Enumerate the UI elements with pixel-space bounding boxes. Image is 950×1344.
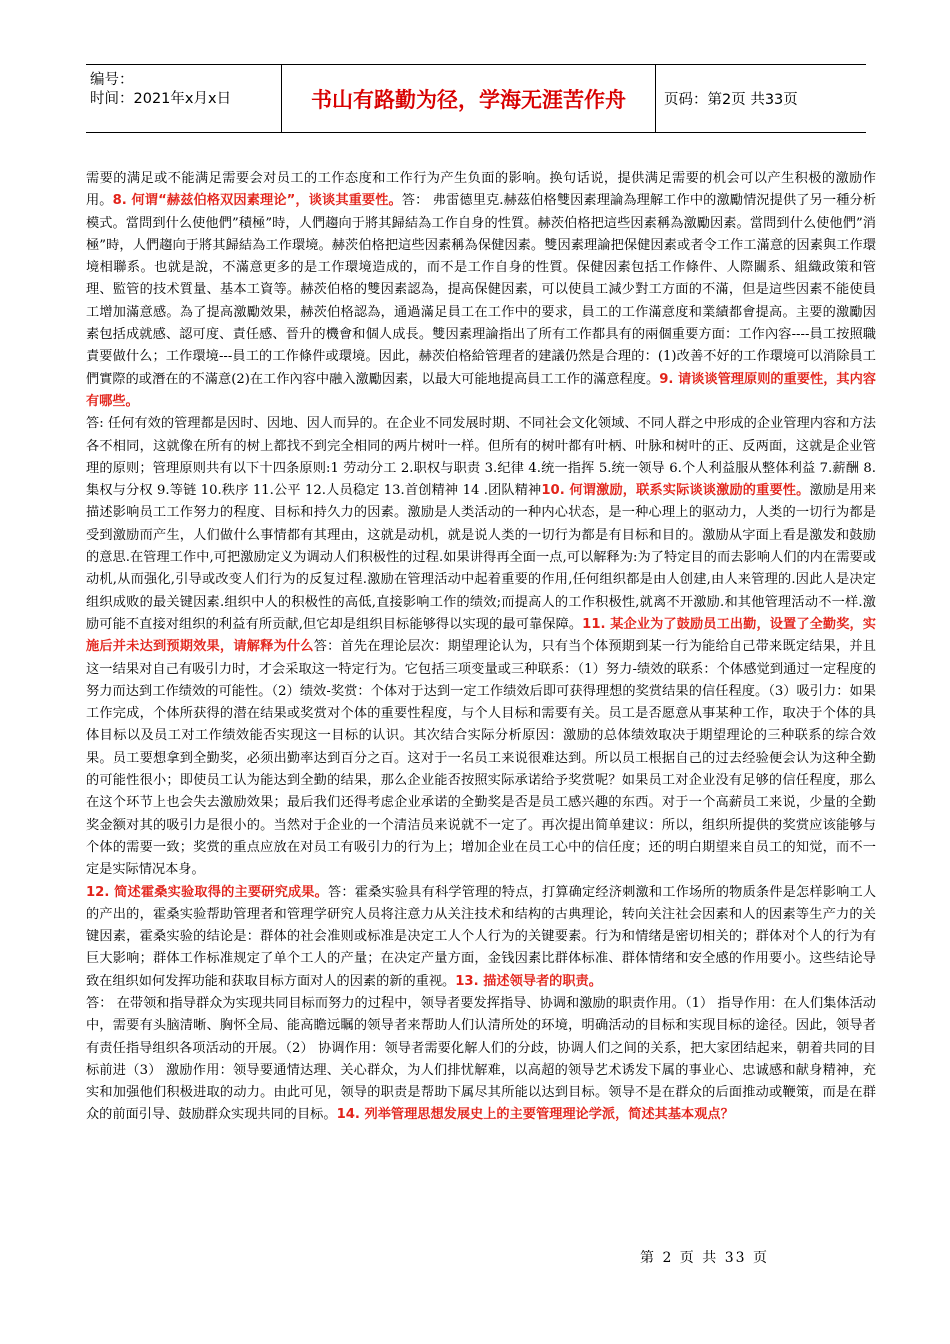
- question-9: 9. 请谈谈管理原则的重要性，其内容有哪些。: [86, 371, 876, 409]
- question-13: 13. 描述领导者的职责。: [455, 973, 602, 989]
- paragraph-q8: [86, 168, 876, 413]
- question-10: 10. 何谓激励，联系实际谈谈激励的重要性。: [541, 483, 810, 499]
- page-header: [86, 64, 866, 133]
- answer-12: 答：霍桑实验具有科学管理的特点，打算确定经济刺激和工作场所的物质条件是怎样影响工人的产出的，霍桑实验帮助管理者和管理学研究人员将注意力从关注技术和结构的古典理论，转向关注社会因素和人的因素等生产力的关键因素，霍桑实验的结论是：群体的社会准则或标准是决定工人个人行为的关键要素。行为和情绪是密切相关的；群体对个人的行为有巨大影响；群体工作标准规定了单个工人的产量；在决定产量方面，金钱因素比群体标准、群体情绪和安全感的作用要小。这些结论导致在组织如何发挥功能和获取目标方面对人的因素的新的重视。: [86, 884, 877, 989]
- answer-8: 答： 弗雷德里克.赫茲伯格雙因素理論為理解工作中的激勵情況提供了另一種分析模式。當問到什么使他們”積極”時，人們趨向于將其歸結為工作自身的性質。赫茨伯格把這些因素稱為激勵因素。當問到什么使他們”消極”時，人們趨向于將其歸結為工作環境。赫茨伯格把這些因素稱為保健因素。雙因素理論把保健因素或者令工作工滿意的因素與工作環境相聯系。也就是說，不滿意更多的是工作環境造成的，而不是工作自身的性質。保健因素包括工作條件、人際關系、組織政策和管理、監管的技术質量、基本工資等。赫茨伯格的雙因素認為，提高保健因素，可以使員工減少對工方面的不滿，但是這些因素不能使員工增加滿意感。為了提高激勵效果，赫茨伯格認為，通過滿足員工在工作中的要求，員工的工作滿意度和業績都會提高。主要的激勵因素包括成就感、認可度、責任感、晉升的機會和個人成長。雙因素理論指出了所有工作都具有的兩個重要方面：工作內容----員工按照職責要做什么；工作環境---員工的工作條件或環境。因此，赫茨伯格給管理者的建議仍然是合理的：(1)改善不好的工作環境可以消除員工們實際的或潛在的不滿意(2)在工作內容中融入激勵因素，以最大可能地提高員工工作的滿意程度。: [86, 193, 877, 387]
- header-page-info: 页码：第2页 共33页: [664, 92, 798, 108]
- question-8: 8. 何谓“赫兹伯格双因素理论”，谈谈其重要性。: [112, 193, 402, 209]
- answer-10: 激励是用来描述影响员工工作努力的程度、目标和持久力的因素。激励是人类活动的一种内心状态，是一种心理上的驱动力，人类的一切行为都是受到激励而产生，人们做什么事情都有其理由，这就是动机，就是说人类的一切行为都是有目标和目的。激励从字面上看是激发和鼓励的意思.在管理工作中,可把激励定义为调动人们积极性的过程.如果讲得再全面一点,可以解释为:为了特定目的而去影响人们的内在需要或动机,从而强化,引导或改变人们行为的反复过程.激励在管理活动中起着重要的作用,任何组织都是由人创建,由人来管理的.因此人是决定组织成败的最关键因素.组织中人的积极性的高低,直接影响工作的绩效;而提高人的工作积极性,就离不开激励.和其他管理活动不一样.激励可能不直接对组织的利益有所贡献,但它却是组织目标能够得以实现的最可靠保障。: [86, 483, 877, 632]
- answer-9: 答: 任何有效的管理都是因时、因地、因人而异的。在企业不同发展时期、不同社会文化领域、不同人群之中形成的企业管理内容和方法各不相同，这就像在所有的树上都找不到完全相同的两片树叶一样。但所有的树叶都有叶柄、叶脉和树叶的正、反两面，这就是企业管理的原则；管理原则共有以下十四条原则:1 劳动分工 2.职权与职责 3.纪律 4.统一指挥 5.统一领导 6.个人利益服从整体利益 7.薪酬 8.集权与分权 9.等链 10.秩序 11.公平 12.人员稳定 13.首创精神 14 .团队精神: [86, 416, 876, 499]
- answer-13: 答： 在带领和指导群众为实现共同目标而努力的过程中，领导者要发挥指导、协调和激励的职责作用。（1） 指导作用：在人们集体活动中，需要有头脑清晰、胸怀全局、能高瞻远瞩的领导者来帮助人们认清所处的环境，明确活动的目标和实现目标的途径。因此，领导者有责任指导组织各项活动的开展。（2） 协调作用：领导者需要化解人们的分歧，协调人们之间的关系，把大家团结起来，朝着共同的目标前进（3） 激励作用：领导要通情达理、关心群众，为人们排忧解难，以高超的领导艺术诱发下属的事业心、忠诚感和献身精神，充实和加强他们积极进取的动力。由此可见，领导的职责是帮助下属尽其所能以达到目标。领导不是在群众的后面推动或鞭策，而是在群众的前面引导、鼓励群众实现共同的目标。: [86, 995, 876, 1123]
- paragraph-q12: [86, 882, 876, 993]
- number-label: 编号：: [90, 72, 134, 88]
- paragraph-q13: [86, 993, 876, 1127]
- question-14: 14. 列举管理思想发展史上的主要管理理论学派，简述其基本观点？: [336, 1107, 734, 1123]
- paragraph-q9: [86, 413, 876, 881]
- page-footer: 第 2 页 共 33 页: [640, 1250, 769, 1266]
- body-text: [86, 168, 876, 1127]
- time-label: 时间：2021年x月x日: [90, 91, 232, 107]
- question-12: 12. 简述霍桑实验取得的主要研究成果。: [86, 884, 329, 900]
- header-motto: 书山有路勤为径，学海无涯苦作舟: [282, 65, 656, 132]
- header-meta: [86, 65, 282, 132]
- answer-11: 答：首先在理论层次：期望理论认为，只有当个体预期到某一行为能给自己带来既定结果，并且这一结果对自己有吸引力时，才会采取这一特定行为。它包括三项变量或三种联系：（1）努力-绩效的联系：个体感觉到通过一定程度的努力而达到工作绩效的可能性。（2）绩效-奖赏：个体对于达到一定工作绩效后即可获得理想的奖赏结果的信任程度。（3）吸引力：如果工作完成，个体所获得的潜在结果或奖赏对个体的重要性程度，与个人目标和需要有关。员工是否愿意从事某种工作，取决于个体的具体目标以及员工对工作绩效能否实现这一目标的认识。其次结合实际分析原因：激励的总体绩效取决于期望理论的三种联系的综合效果。员工要想拿到全勤奖，必须出勤率达到百分之百。这对于一名员工来说很难达到。所以员工根据自己的过去经验便会认为这种全勤的可能性很小；即使员工认为能达到全勤的结果，那么企业能否按照实际承诺给予奖赏呢？如果员工对企业没有足够的信任程度，那么在这个环节上也会失去激励效果；最后我们还得考虑企业承诺的全勤奖是否是员工感兴趣的东西。对于一个高薪员工来说，少量的全勤奖金额对其的吸引力是很小的。当然对于企业的一个清洁员来说就不一定了。再次提出简单建议：所以，组织所提供的奖赏应该能够与个体的需要一致；奖赏的重点应放在对员工有吸引力的行为上；增加企业在员工心中的信任度；还的明白期望来自员工的知觉，而不一定是实际情况本身。: [86, 639, 876, 878]
- question-11: 11. 某企业为了鼓励员工出勤，设置了全勤奖，实施后并未达到预期效果，请解释为什么: [86, 616, 876, 655]
- text-p1: 需要的满足或不能满足需要会对员工的工作态度和工作行为产生负面的影响。换句话说，提供满足需要的机会可以产生积极的激励作用。: [86, 171, 876, 209]
